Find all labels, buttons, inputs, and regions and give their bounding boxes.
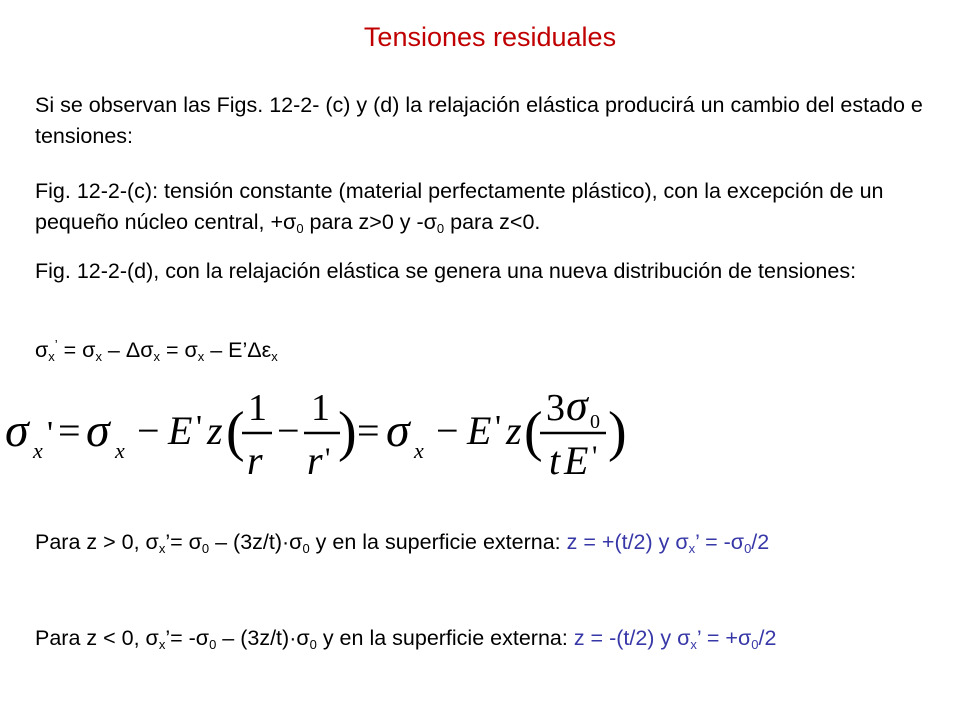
svg-text:x: x xyxy=(414,438,424,463)
svg-text:): ) xyxy=(338,401,357,463)
svg-text:(: ( xyxy=(524,401,543,463)
svg-text:r: r xyxy=(307,438,323,483)
svg-text:0: 0 xyxy=(590,411,600,433)
svg-text:z: z xyxy=(207,408,223,453)
svg-text:3: 3 xyxy=(546,387,565,429)
svg-text:E: E xyxy=(467,408,492,453)
fig-c-paragraph: Fig. 12-2-(c): tensión constante (material perfectamente plástico), con la excepción de un pequeño núcleo central, $+\sigma_0$ para z>0 y $-\sigma_0$ para z<0. xyxy=(35,179,884,236)
svg-text:1: 1 xyxy=(248,387,267,429)
svg-text:=: = xyxy=(58,408,81,453)
svg-text:x: x xyxy=(33,438,43,463)
stress-relation: $\sigma_x^’ = \sigma_x - \Delta\sigma_x = \sigma_x$ – $E’\Delta\varepsilon_x$ xyxy=(35,337,278,365)
svg-text:': ' xyxy=(196,409,203,446)
svg-text:σ: σ xyxy=(566,381,588,430)
fig-d-paragraph: Fig. 12-2-(d), con la relajación elástica se genera una nueva distribución de tensiones: xyxy=(35,259,857,283)
svg-text:': ' xyxy=(495,409,502,446)
svg-text:1: 1 xyxy=(311,387,330,429)
svg-text:': ' xyxy=(47,415,54,452)
svg-text:): ) xyxy=(608,401,627,463)
svg-text:t: t xyxy=(549,438,561,483)
svg-text:E: E xyxy=(564,438,589,483)
page-title: Tensiones residuales xyxy=(363,22,617,52)
svg-text:': ' xyxy=(325,442,331,475)
svg-text:z: z xyxy=(506,408,522,453)
svg-text:σ: σ xyxy=(386,404,410,457)
svg-text:x: x xyxy=(115,438,125,463)
svg-text:r: r xyxy=(247,438,263,483)
svg-text:−: − xyxy=(137,408,160,453)
condition-z-negative: Para z < 0, $\sigma_x’= -\sigma_0 - (3z/t)\cdot\sigma_0$ y en la superficie externa: z = -(t/2) y $\sigma_x$’ = $+\sigma_0/2$ xyxy=(35,626,777,652)
svg-text:E: E xyxy=(168,408,193,453)
svg-text:=: = xyxy=(357,408,380,453)
surface-result-negative: z = -(t/2) y $\sigma_x$’ = $+\sigma_0/2$ xyxy=(573,626,777,652)
intro-paragraph: Si se observan las Figs. 12-2- (c) y (d) la relajación elástica producirá un cambio del estado e tensiones: xyxy=(35,93,923,148)
svg-text:−: − xyxy=(277,408,300,453)
svg-text:σ: σ xyxy=(86,404,110,457)
stress-equation xyxy=(0,378,640,488)
svg-text:': ' xyxy=(592,440,598,473)
surface-result-positive: z = +(t/2) y $\sigma_x$’ = $-\sigma_0/2$ xyxy=(566,530,770,556)
svg-text:(: ( xyxy=(226,401,245,463)
condition-z-positive: Para z > 0, $\sigma_x’= \sigma_0 - (3z/t)\cdot\sigma_0$ y en la superficie externa: z = +(t/2) y $\sigma_x$’ = $-\sigma_0/2$ xyxy=(35,530,770,556)
svg-text:−: − xyxy=(436,408,459,453)
svg-text:σ: σ xyxy=(5,404,29,457)
